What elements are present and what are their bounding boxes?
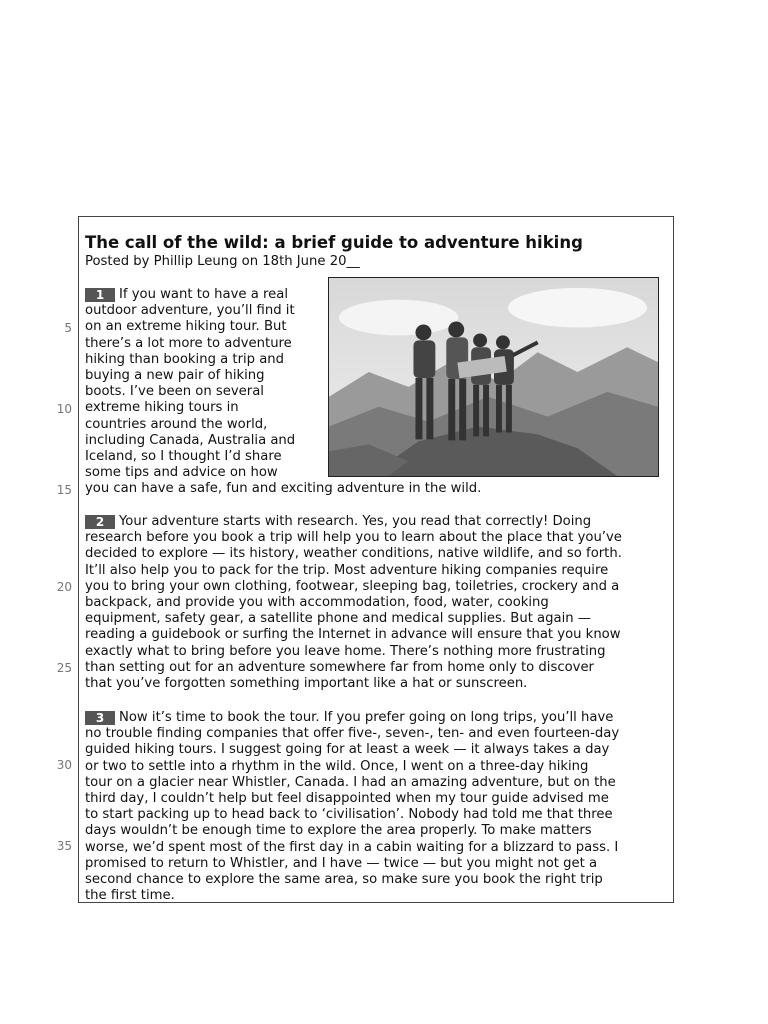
text-line [85,546,622,562]
article-title: The call of the wild: a brief guide to adventure hiking [85,233,583,252]
text-line [85,417,267,433]
text-line-content: worse, we’d spent most of the first day in a cabin waiting for a blizzard to pass. I [85,839,619,855]
text-line-content: than setting out for an adventure somewhere far from home only to discover [85,659,594,675]
text-line [85,514,591,530]
text-line-content: Now it’s time to book the tour. If you prefer going on long trips, you’ll have [119,710,614,725]
paragraph-number: 2 [85,515,115,529]
text-line-content: you to bring your own clothing, footwear, sleeping bag, toiletries, crockery and a [85,578,620,594]
text-line [85,710,613,726]
text-line [85,287,288,303]
text-line-content: countries around the world, [85,416,268,432]
text-line-content: you can have a safe, fun and exciting adventure in the wild. [85,481,482,497]
line-number: 15 [56,483,72,497]
text-line-content: research before you book a trip will help you to learn about the place that you’ve [85,530,622,546]
text-line [85,400,239,416]
text-line [85,660,594,676]
paragraph-number: 3 [85,711,115,725]
text-line [85,759,588,775]
text-line [85,319,287,335]
text-line [85,449,282,465]
text-line-content: buying a new pair of hiking [85,368,265,383]
paragraph-number: 1 [85,288,115,302]
text-line-content: guided hiking tours. I suggest going for at least a week — it always takes a day [85,742,610,758]
text-line [85,530,622,546]
line-number: 35 [56,839,72,853]
text-line [85,465,278,481]
text-line [85,352,284,368]
text-line-content: no trouble finding companies that offer five-, seven-, ten- and even fourteen-day [85,726,620,742]
text-line-content: on an extreme hiking tour. But [85,319,287,335]
line-number: 20 [56,580,72,594]
text-line [85,807,613,823]
text-line-content: boots. I’ve been on several [85,384,264,400]
line-number: 25 [56,661,72,675]
text-line [85,579,619,595]
text-line-content: the first time. [85,888,175,904]
text-line [85,742,609,758]
text-line [85,611,591,627]
text-line [85,840,618,856]
text-line [85,823,592,839]
text-line-content: reading a guidebook or surfing the Internet in advance will ensure that you know [85,627,621,643]
text-line [85,384,264,400]
text-line [85,676,527,692]
text-line-content: days wouldn’t be enough time to explore the area properly. To make matters [85,823,592,839]
article-byline: Posted by Phillip Leung on 18th June 20__ [85,254,360,269]
text-line [85,872,603,888]
hikers-photo [328,277,659,477]
text-line [85,303,295,319]
text-line [85,563,608,579]
text-line-content: equipment, safety gear, a satellite phone and medical supplies. But again — [85,611,591,627]
text-line-content: hiking than booking a trip and [85,351,285,367]
text-line [85,595,549,611]
text-line [85,627,621,643]
text-line-content: If you want to have a real [119,287,288,302]
text-line [85,888,175,904]
text-line-content: extreme hiking tours in [85,400,239,416]
text-line [85,433,295,449]
text-line [85,644,606,660]
text-line [85,791,609,807]
text-line [85,481,481,497]
line-number: 10 [56,402,72,416]
text-line [85,336,292,352]
text-line [85,775,616,791]
text-line-content: exactly what to bring before you leave home. There’s nothing more frustrating [85,643,606,659]
text-line-content: or two to settle into a rhythm in the wild. Once, I went on a three-day hiking [85,758,589,774]
text-line-content: Iceland, so I thought I’d share [85,449,282,464]
text-line-content: that you’ve forgotten something important like a hat or sunscreen. [85,676,528,691]
text-line-content: decided to explore — its history, weather conditions, native wildlife, and so forth. [85,546,622,562]
text-line-content: outdoor adventure, you’ll find it [85,303,295,319]
text-line [85,368,265,384]
text-line-content: there’s a lot more to adventure [85,335,292,351]
text-line-content: third day, I couldn’t help but feel disappointed when my tour guide advised me [85,791,609,806]
text-line-content: promised to return to Whistler, and I have — twice — but you might not get a [85,855,598,871]
line-number: 5 [64,321,72,335]
text-line-content: some tips and advice on how [85,465,278,481]
text-line-content: backpack, and provide you with accommodation, food, water, cooking [85,595,549,610]
text-line [85,726,619,742]
text-line-content: second chance to explore the same area, so make sure you book the right trip [85,872,603,887]
text-line [85,856,597,872]
text-line-content: Your adventure starts with research. Yes, you read that correctly! Doing [119,514,592,529]
line-number: 30 [56,758,72,772]
text-line-content: including Canada, Australia and [85,432,296,448]
text-line-content: tour on a glacier near Whistler, Canada. I had an amazing adventure, but on the [85,774,616,790]
text-line-content: It’ll also help you to pack for the trip. Most adventure hiking companies require [85,562,609,578]
text-line-content: to start packing up to head back to ‘civilisation’. Nobody had told me that three [85,807,613,823]
